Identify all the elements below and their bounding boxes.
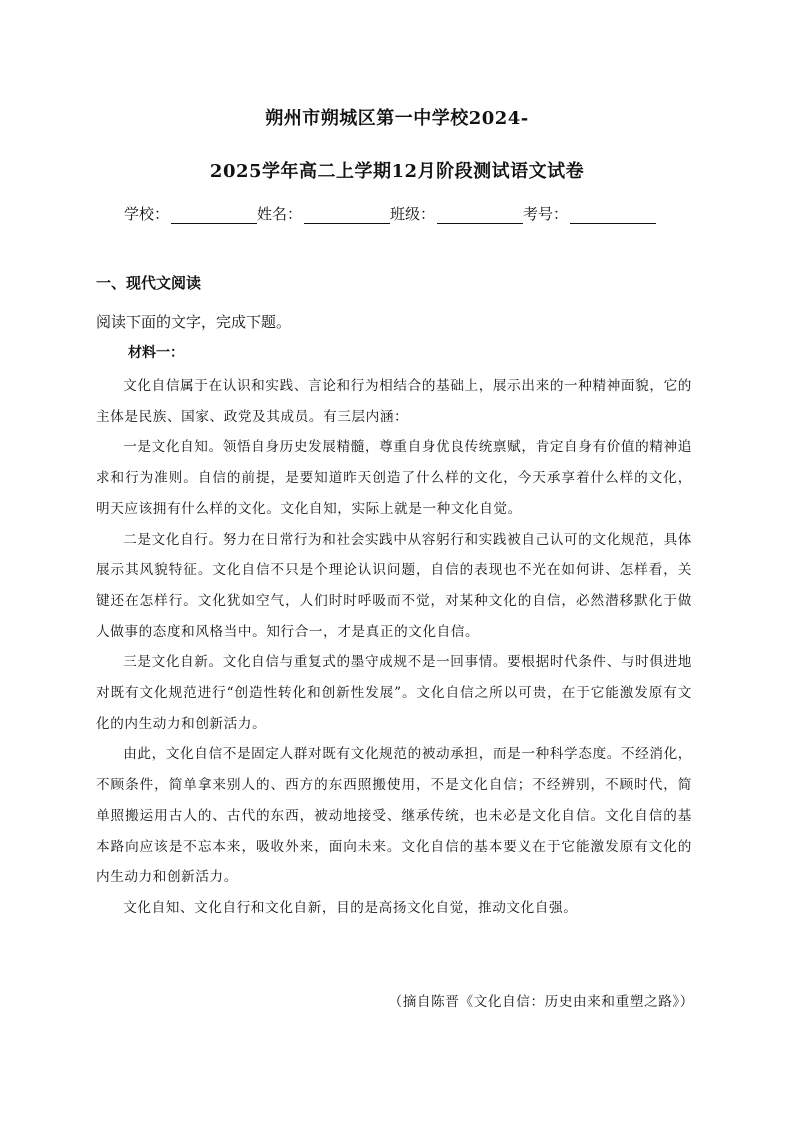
name-label: 姓名： — [257, 205, 303, 223]
school-blank[interactable] — [171, 207, 257, 224]
passage-paragraph: 文化自知、文化自行和文化自新，目的是高扬文化自觉，推动文化自强。 — [123, 899, 578, 916]
student-info-row — [124, 203, 684, 224]
material-label: 材料一： — [128, 345, 184, 361]
number-field — [523, 203, 656, 224]
class-field — [390, 203, 523, 224]
number-blank[interactable] — [570, 207, 656, 224]
passage-paragraph: 一是文化自知。领悟自身历史发展精髓，尊重自身优良传统禀赋，肯定自身有价值的精神追求和行为准则。自信的前提，是要知道昨天创造了什么样的文化，今天承享着什么样的文化，明天应该拥有什么样的文化。文化自知，实际上就是一种文化自觉。 — [96, 439, 692, 517]
instruction-text: 阅读下面的文字，完成下题。 — [96, 313, 292, 331]
section-heading: 一、现代文阅读 — [96, 274, 202, 292]
exam-title-line2: 2025学年高二上学期12月阶段测试语文试卷 — [209, 161, 585, 182]
class-label: 班级： — [390, 205, 436, 223]
source-citation: （摘自陈晋《文化自信：历史由来和重塑之路》） — [388, 994, 694, 1010]
exam-title-line1: 朔州市朔城区第一中学校2024- — [265, 108, 529, 129]
class-blank[interactable] — [437, 207, 523, 224]
passage-body — [96, 371, 692, 924]
name-blank[interactable] — [304, 207, 390, 224]
name-field — [257, 203, 390, 224]
passage-paragraph: 由此，文化自信不是固定人群对既有文化规范的被动承担，而是一种科学态度。不经消化，不顾条件，简单拿来别人的、西方的东西照搬使用，不是文化自信；不经辨别，不顾时代，简单照搬运用古人的、古代的东西，被动地接受、继承传统，也未必是文化自信。文化自信的基本路向应该是不忘本来，吸收外来，面向未来。文化自信的基本要义在于它能激发原有文化的内生动力和创新活力。 — [96, 746, 692, 886]
passage-paragraph: 文化自信属于在认识和实践、言论和行为相结合的基础上，展示出来的一种精神面貌，它的主体是民族、国家、政党及其成员。有三层内涵： — [96, 378, 692, 425]
passage-paragraph: 三是文化自新。文化自信与重复式的墨守成规不是一回事情。要根据时代条件、与时俱进地对既有文化规范进行“创造性转化和创新性发展”。文化自信之所以可贵，在于它能激发原有文化的内生动力和创新活力。 — [96, 654, 692, 732]
passage-paragraph: 二是文化自行。努力在日常行为和社会实践中从容躬行和实践被自己认可的文化规范，具体展示其风貌特征。文化自信不只是个理论认识问题，自信的表现也不光在如何讲、怎样看，关键还在怎样行。文化犹如空气，人们时时呼吸而不觉，对某种文化的自信，必然潜移默化于做人做事的态度和风格当中。知行合一，才是真正的文化自信。 — [96, 531, 692, 640]
school-label: 学校： — [124, 205, 170, 223]
school-field — [124, 203, 257, 224]
number-label: 考号： — [523, 205, 569, 223]
